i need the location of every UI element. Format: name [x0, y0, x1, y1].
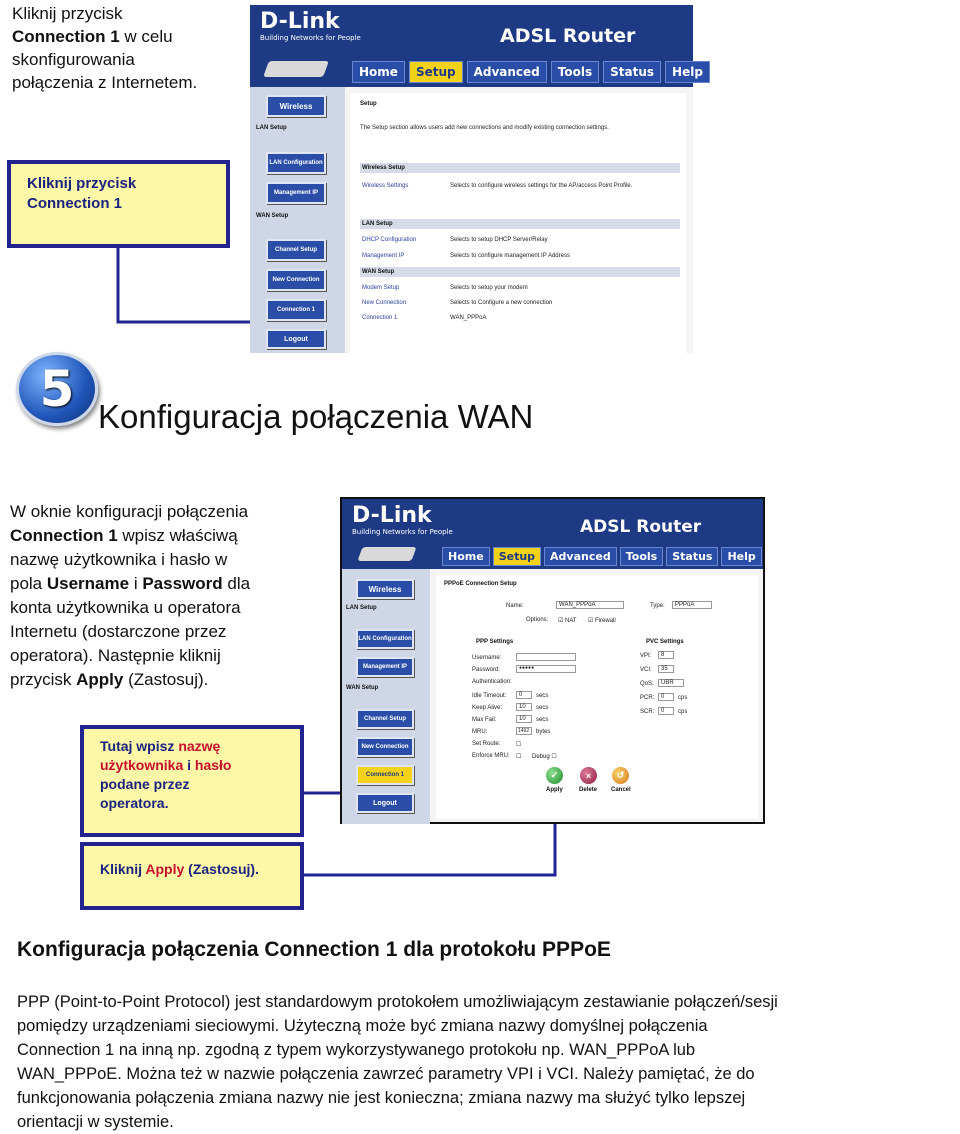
instruction-line1: W oknie konfiguracji połączenia	[10, 502, 249, 521]
sidebar2-channel-setup[interactable]: Channel Setup	[356, 709, 414, 729]
pcr-unit: cps	[678, 695, 688, 701]
scr-unit: cps	[678, 709, 688, 715]
tab-home[interactable]: Home	[352, 61, 405, 83]
dhcp-config-link[interactable]: DHCP Configuration	[362, 237, 417, 243]
password-input[interactable]: ●●●●●	[516, 665, 576, 673]
modem-setup-link[interactable]: Modem Setup	[362, 285, 400, 291]
sidebar2-management-ip[interactable]: Management IP	[356, 657, 414, 677]
wireless-settings-link[interactable]: Wireless Settings	[362, 183, 409, 189]
sidebar2-connection-1[interactable]: Connection 1	[356, 765, 414, 785]
qos-select[interactable]: UBR	[658, 679, 684, 687]
nat-checkbox[interactable]: ☑ NAT	[558, 618, 577, 624]
top-note-line4: połączenia z Internetem.	[12, 73, 198, 92]
lan-setup-label: LAN Setup	[256, 125, 287, 131]
firewall-checkbox[interactable]: ☑ Firewall	[588, 618, 616, 624]
top-note-line3: skonfigurowania	[12, 50, 135, 69]
set-route-checkbox[interactable]: ☐	[516, 742, 522, 748]
instruction-line5: konta użytkownika u operatora	[10, 598, 241, 617]
pppoe-form	[436, 575, 758, 819]
type-select[interactable]: PPPoA	[672, 601, 712, 609]
cancel-label[interactable]: Cancel	[611, 787, 631, 793]
vpi-input[interactable]: 8	[658, 651, 674, 659]
tab2-home[interactable]: Home	[442, 547, 490, 566]
new-connection-desc: Selects to Configure a new connection	[450, 300, 553, 306]
max-fail-input[interactable]: 10	[516, 715, 532, 723]
section-line-3: Connection 1 na inną np. zgodną z typem wykorzystywanego protokołu np. WAN_PPPoA lub	[17, 1041, 696, 1059]
idle-timeout-unit: secs	[536, 693, 549, 699]
tab2-help[interactable]: Help	[721, 547, 761, 566]
vci-label: VCI:	[640, 667, 652, 673]
cancel-icon[interactable]: ↺	[612, 767, 629, 784]
wireless-header: Wireless Setup	[362, 165, 405, 171]
instruction-line4: pola Username i Password dla	[10, 574, 251, 593]
tab-advanced[interactable]: Advanced	[467, 61, 547, 83]
tab-status[interactable]: Status	[603, 61, 661, 83]
section-line-6: orientacji w systemie.	[17, 1113, 174, 1131]
instruction-line7: operatora). Następnie kliknij	[10, 646, 221, 665]
lan-setup-label-2: LAN Setup	[346, 605, 377, 611]
enforce-mru-label: Enforce MRU:	[472, 753, 510, 759]
mru-input[interactable]: 1492	[516, 727, 532, 735]
ppp-settings-header: PPP Settings	[476, 639, 514, 645]
dhcp-config-desc: Selects to setup DHCP Server/Relay	[450, 237, 548, 243]
step-title: Konfiguracja połączenia WAN	[98, 398, 534, 435]
keep-alive-unit: secs	[536, 705, 549, 711]
sidebar-lan-config[interactable]: LAN Configuration	[266, 152, 326, 174]
wan-header: WAN Setup	[362, 269, 395, 275]
name-input[interactable]: WAN_PPPoA	[556, 601, 624, 609]
modem-setup-desc: Selects to setup your modem	[450, 285, 528, 291]
router2-device-image	[357, 547, 416, 561]
type-label: Type:	[650, 603, 665, 609]
username-label: Username:	[472, 655, 502, 661]
username-input[interactable]	[516, 653, 576, 661]
sidebar-logout[interactable]: Logout	[266, 329, 326, 349]
scr-label: SCR:	[640, 709, 655, 715]
tab2-setup[interactable]: Setup	[493, 547, 541, 566]
pcr-input[interactable]: 0	[658, 693, 674, 701]
tab-tools[interactable]: Tools	[551, 61, 599, 83]
section-line-1: PPP (Point-to-Point Protocol) jest standardowym protokołem umożliwiającym zestawianie połączeń/sesji	[17, 993, 778, 1011]
router-screenshot-pppoe	[340, 497, 765, 824]
management-ip-link[interactable]: Management IP	[362, 253, 405, 259]
tab-setup[interactable]: Setup	[409, 61, 463, 83]
new-connection-link[interactable]: New Connection	[362, 300, 407, 306]
section-line-2: pomiędzy urządzeniami sieciowymi. Użyteczną może być zmiana nazwy domyślnej połączenia	[17, 1017, 708, 1035]
vci-input[interactable]: 35	[658, 665, 674, 673]
router2-header	[342, 499, 763, 569]
instruction-line6: Internetu (dostarczone przez	[10, 622, 227, 641]
setup-title: Setup	[360, 101, 377, 107]
sidebar-management-ip[interactable]: Management IP	[266, 182, 326, 204]
sidebar-2	[342, 569, 430, 824]
pcr-label: PCR:	[640, 695, 655, 701]
callout-username-line4: operatora.	[100, 795, 169, 811]
debug-checkbox[interactable]: Debug ☐	[532, 754, 557, 760]
instruction-line8: przycisk Apply (Zastosuj).	[10, 670, 209, 689]
tab-help[interactable]: Help	[665, 61, 710, 83]
vpi-label: VPI:	[640, 653, 652, 659]
keep-alive-input[interactable]: 10	[516, 703, 532, 711]
section-heading: Konfiguracja połączenia Connection 1 dla protokołu PPPoE	[17, 938, 611, 961]
pvc-settings-header: PVC Settings	[646, 639, 684, 645]
connection-1-link[interactable]: Connection 1	[362, 315, 398, 321]
dlink-logo: D-Link Building Networks for People	[260, 9, 361, 42]
sidebar2-lan-config[interactable]: LAN Configuration	[356, 629, 414, 649]
wan-setup-label: WAN Setup	[256, 213, 289, 219]
product-title-2: ADSL Router	[580, 517, 702, 537]
sidebar2-wireless[interactable]: Wireless	[356, 579, 414, 599]
callout-username-line1: Tutaj wpisz nazwę	[100, 738, 221, 754]
idle-timeout-input[interactable]: 0	[516, 691, 532, 699]
section-body	[17, 990, 957, 1134]
tab2-status[interactable]: Status	[666, 547, 718, 566]
sidebar-wireless[interactable]: Wireless	[266, 95, 326, 117]
setup-description: The Setup section allows users add new connections and modify existing connection settings.	[360, 125, 609, 131]
management-ip-desc: Selects to configure management IP Address	[450, 253, 570, 259]
instruction-line2: Connection 1 wpisz właściwą	[10, 526, 238, 545]
tab2-advanced[interactable]: Advanced	[544, 547, 617, 566]
delete-icon[interactable]: ×	[580, 767, 597, 784]
delete-label[interactable]: Delete	[579, 787, 598, 793]
mru-unit: bytes	[536, 729, 551, 735]
sidebar2-new-connection[interactable]: New Connection	[356, 737, 414, 757]
callout-username-line2: użytkownika i hasło	[100, 757, 232, 773]
instruction-line3: nazwę użytkownika i hasło w	[10, 550, 228, 569]
mru-label: MRU:	[472, 729, 488, 735]
tab2-tools[interactable]: Tools	[620, 547, 663, 566]
section-line-4: WAN_PPPoE. Można też w nazwie połączenia zawrzeć parametry VPI i VCI. Należy pamiętać, że do	[17, 1065, 755, 1083]
keep-alive-label: Keep Alive:	[472, 705, 503, 711]
product-title: ADSL Router	[500, 25, 636, 47]
top-note-line1: Kliknij przycisk	[12, 4, 123, 23]
section-line-5: funkcjonowania połączenia zmiana nazwy nie jest konieczna; zmiana nazwy ma służyć tylko lepszej	[17, 1089, 746, 1107]
wan-setup-label-2: WAN Setup	[346, 685, 379, 691]
qos-label: QoS:	[640, 681, 654, 687]
sidebar-channel-setup[interactable]: Channel Setup	[266, 239, 326, 261]
sidebar-new-connection[interactable]: New Connection	[266, 269, 326, 291]
idle-timeout-label: Idle Timeout:	[472, 693, 507, 699]
nav-tabs-2	[442, 547, 762, 566]
callout-connection-line2: Connection 1	[27, 195, 123, 212]
set-route-label: Set Route:	[472, 741, 501, 747]
password-label: Password:	[472, 667, 501, 673]
connection-1-bold: Connection 1	[12, 27, 120, 46]
form-title: PPPoE Connection Setup	[444, 581, 517, 587]
sidebar-connection-1[interactable]: Connection 1	[266, 299, 326, 321]
options-label: Options:	[526, 617, 549, 623]
callout-apply: Kliknij Apply (Zastosuj).	[80, 842, 304, 910]
authentication-label: Authentication:	[472, 679, 512, 685]
sidebar2-logout[interactable]: Logout	[356, 793, 414, 813]
top-note-line2-rest: w celu	[119, 27, 173, 46]
step-number: 5	[39, 360, 75, 418]
callout-connection-line1: Kliknij przycisk	[27, 175, 137, 192]
connection-1-desc: WAN_PPPoA	[450, 315, 487, 321]
apply-label[interactable]: Apply	[546, 787, 563, 793]
max-fail-label: Max Fail:	[472, 717, 497, 723]
wireless-settings-desc: Selects to configure wireless settings for the AP/access Point Profile.	[450, 183, 633, 189]
callout-username-line3: podane przez	[100, 776, 190, 792]
enforce-mru-checkbox[interactable]: ☐	[516, 754, 522, 760]
dlink-logo-2: D-Link Building Networks for People	[352, 503, 453, 536]
apply-icon[interactable]: ✓	[546, 767, 563, 784]
max-fail-unit: secs	[536, 717, 549, 723]
name-label: Name:	[506, 603, 524, 609]
scr-input[interactable]: 0	[658, 707, 674, 715]
lan-header: LAN Setup	[362, 221, 393, 227]
